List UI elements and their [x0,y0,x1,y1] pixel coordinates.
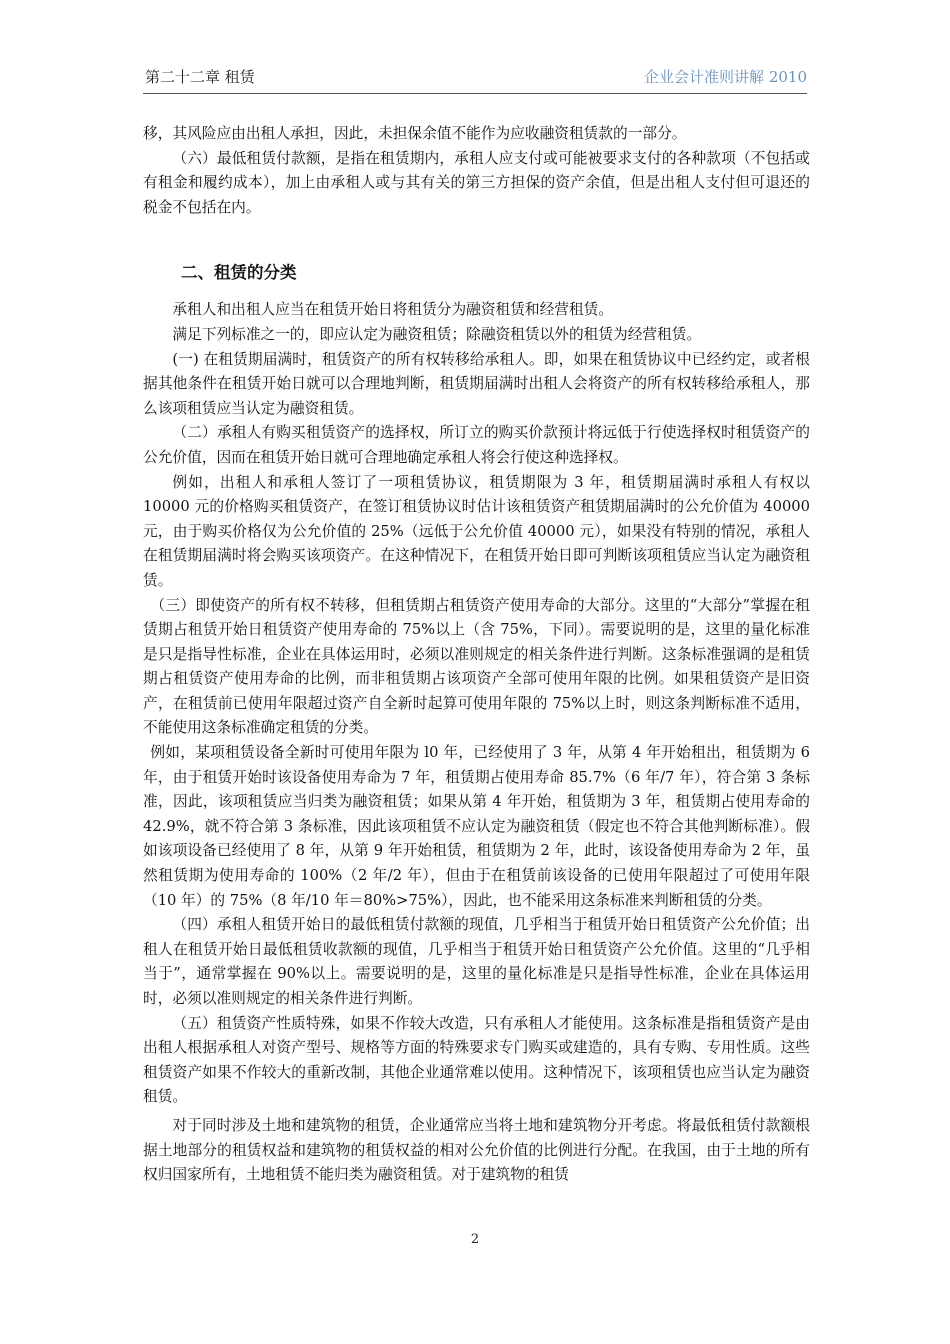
paragraph-5: (一) 在租赁期届满时，租赁资产的所有权转移给承租人。即，如果在租赁协议中已经约定，或者根据其他条件在租赁开始日就可以合理地判断，租赁期届满时出租人会将资产的所有权转移给承租人，那么该项租赁应当认定为融资租赁。 [143,350,810,417]
page-body [143,122,810,1188]
page-header [143,66,807,92]
chapter-title: 第二十二章 租赁 [145,68,255,86]
paragraph-4: 满足下列标准之一的，即应认定为融资租赁；除融资租赁以外的租赁为经营租赁。 [172,325,702,343]
paragraph-11: （五）租赁资产性质特殊，如果不作较大改造，只有承租人才能使用。这条标准是指租赁资产是由出租人根据承租人对资产型号、规格等方面的特殊要求专门购买或建造的，具有专购、专用性质。这些租赁资产如果不作较大的重新改制，其他企业通常难以使用。这种情况下，该项租赁也应当认定为融资租赁。 [143,1014,810,1106]
paragraph-1: 移，其风险应由出租人承担，因此，未担保余值不能作为应收融资租赁款的一部分。 [143,125,687,142]
paragraph-2: （六）最低租赁付款额，是指在租赁期内，承租人应支付或可能被要求支付的各种款项（不包括或有租金和履约成本），加上由承租人或与其有关的第三方担保的资产余值，但是出租人支付但可退还的税金不包括在内。 [143,149,810,216]
paragraph-10: （四）承租人租赁开始日的最低租赁付款额的现值，几乎相当于租赁开始日租赁资产公允价值；出租人在租赁开始日最低租赁收款额的现值，几乎相当于租赁开始日租赁资产公允价值。这里的“几乎相当于”，通常掌握在 90%以上。需要说明的是，这里的量化标准是只是指导性标准，企业在具体运用时，必须以准则规定的相关条件进行判断。 [143,916,810,1007]
paragraph-12: 对于同时涉及土地和建筑物的租赁，企业通常应当将土地和建筑物分开考虑。将最低租赁付款额根据土地部分的租赁权益和建筑物的租赁权益的相对公允价值的比例进行分配。在我国，由于土地的所有权归国家所有，土地租赁不能归类为融资租赁。对于建筑物的租赁 [143,1116,810,1184]
paragraph-8: （三）即使资产的所有权不转移，但租赁期占租赁资产使用寿命的大部分。这里的“大部分”掌握在租赁期占租赁开始日租赁资产使用寿命的 75%以上（含 75%，下同）。需要说明的是，这里的量化标准是只是指导性标准，企业在具体运用时，必须以准则规定的相关条件进行判断。这条标准强调的是租赁期占租赁资产使用寿命的比例，而非租赁期占该项资产全部可使用年限的比例。如果租赁资产是旧资产，在租赁前已使用年限超过资产自全新时起算可使用年限的 75%以上时，则这条判断标准不适用，不能使用这条标准确定租赁的分类。 [143,596,810,737]
paragraph-3: 承租人和出租人应当在租赁开始日将租赁分为融资租赁和经营租赁。 [172,301,614,319]
paragraph-7: 例如，出租人和承租人签订了一项租赁协议，租赁期限为 3 年，租赁期届满时承租人有权以 10000 元的价格购买租赁资产，在签订租赁协议时估计该租赁资产租赁期届满时的公允价值为 40000 元，由于购买价格仅为公允价值的 25%（远低于公允价值 40000 元），如果没有特别的情况，承租人在租赁期届满时将会购买该项资产。在这种情况下，在租赁开始日即可判断该项租赁应当认定为融资租赁。 [143,473,810,589]
header-rule [143,93,807,94]
paragraph-6: （二）承租人有购买租赁资产的选择权，所订立的购买价款预计将远低于行使选择权时租赁资产的公允价值，因而在租赁开始日就可合理地确定承租人将会行使这种选择权。 [143,424,810,466]
section-heading: 二、租赁的分类 [180,263,297,283]
paragraph-9: 例如，某项租赁设备全新时可使用年限为 l0 年，已经使用了 3 年，从第 4 年开始租出，租赁期为 6 年，由于租赁开始时该设备使用寿命为 7 年，租赁期占使用寿命 85.7%（6 年/7 年），符合第 3 条标准，因此，该项租赁应当归类为融资租赁；如果从第 4 年开始，租赁期为 3 年，租赁期占使用寿命的 42.9%，就不符合第 3 条标准，因此该项租赁不应认定为融资租赁（假定也不符合其他判断标准）。假如该项设备已经使用了 8 年，从第 9 年开始租赁，租赁期为 2 年，此时，该设备使用寿命为 2 年，虽然租赁期为使用寿命的 100%（2 年/2 年），但由于在租赁前该设备的已使用年限超过了可使用年限（10 年）的 75%（8 年/10 年＝80%>75%），因此，也不能采用这条标准来判断租赁的分类。 [143,744,810,909]
page-number: 2 [470,1232,480,1247]
book-title: 企业会计准则讲解 2010 [644,68,807,86]
